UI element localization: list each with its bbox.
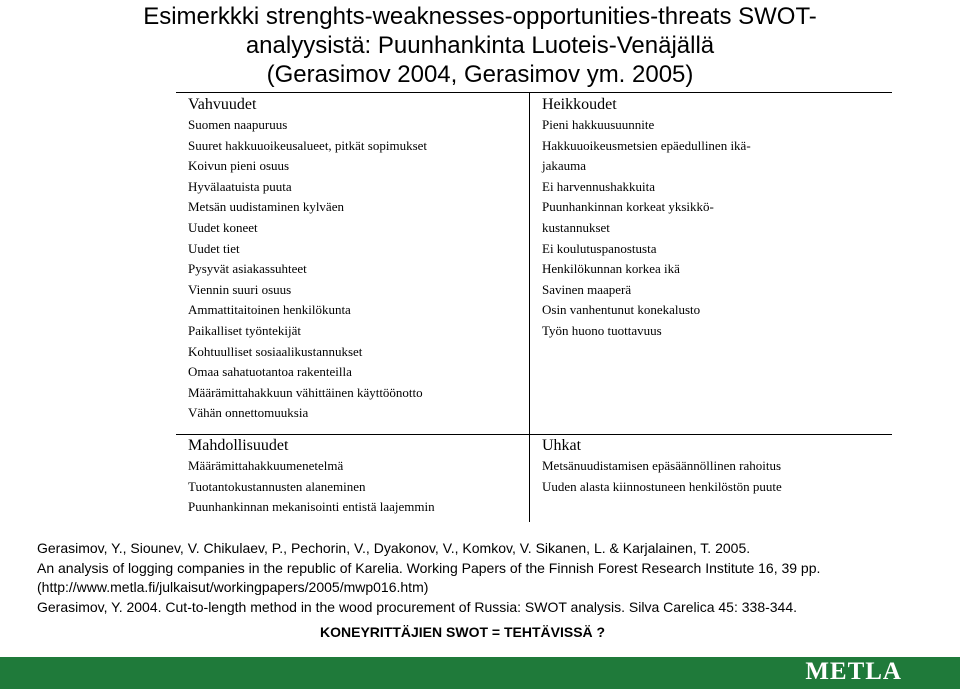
title-line-2: analyysistä: Puunhankinta Luoteis-Venäjällä [245,32,715,59]
swot-list-item: Paikalliset työntekijät [188,322,302,338]
swot-list-item: Puunhankinnan korkeat yksikkö- [542,199,714,215]
swot-list-item: Henkilökunnan korkea ikä [542,261,680,277]
swot-list-item: Uudet tiet [188,240,240,256]
swot-list-item: Määrämittahakkuun vähittäinen käyttöönotto [188,384,423,400]
swot-list-item: Kohtuulliset sosiaalikustannukset [188,343,363,359]
swot-list-item: Puunhankinnan mekanisointi entistä laajemmin [188,499,435,515]
opportunities-list [188,456,435,518]
swot-list-item: jakauma [542,158,587,174]
swot-list-item: Ei harvennushakkuita [542,178,655,194]
swot-list-item: Uudet koneet [188,219,258,235]
swot-list-item: Hyvälaatuista puuta [188,178,292,194]
swot-list-item: Uuden alasta kiinnostuneen henkilöstön puute [542,478,782,494]
weaknesses-list [542,115,751,342]
swot-vertical-divider [529,93,530,522]
swot-list-item: Työn huono tuottavuus [542,322,662,338]
swot-list-item: Metsänuudistamisen epäsäännöllinen rahoitus [542,458,782,473]
reference-line: Gerasimov, Y. 2004. Cut-to-length method in the wood procurement of Russia: SWOT analysis. Silva Carelica 45: 338-344. [37,598,798,615]
swot-list-item: Ei koulutuspanostusta [542,240,657,256]
swot-list-item: kustannukset [542,219,610,235]
reference-line: An analysis of logging companies in the republic of Karelia. Working Papers of the Finnish Forest Research Institute 16, 39 pp. [37,559,821,576]
swot-list-item: Suomen naapuruus [188,117,288,132]
threats-list [542,456,782,497]
swot-list-item: Ammattitaitoinen henkilökunta [188,302,351,318]
strengths-heading: Vahvuudet [188,96,257,113]
swot-list-item: Hakkuuoikeusmetsien epäedullinen ikä- [542,137,751,153]
reference-line: (http://www.metla.fi/julkaisut/workingpapers/2005/mwp016.htm) [37,579,429,595]
question-text: KONEYRITTÄJIEN SWOT = TEHTÄVISSÄ ? [320,624,606,640]
swot-table [176,92,892,522]
swot-list-item: Osin vanhentunut konekalusto [542,302,701,318]
swot-list-item: Pieni hakkuusuunnite [542,117,655,132]
footer-bar [0,657,960,689]
swot-list-item: Tuotantokustannusten alaneminen [188,478,366,494]
metla-logo: METLA [805,658,902,685]
weaknesses-quadrant [542,94,751,342]
swot-list-item: Koivun pieni osuus [188,158,290,174]
swot-list-item: Viennin suuri osuus [188,281,292,297]
opportunities-quadrant [188,435,435,518]
weaknesses-heading: Heikkoudet [542,96,617,113]
references [37,539,937,617]
title-line-1: Esimerkkki strenghts-weaknesses-opportunities-threats SWOT- [143,3,817,30]
swot-list-item: Pysyvät asiakassuhteet [188,261,307,277]
swot-list-item: Metsän uudistaminen kylväen [188,199,344,215]
swot-list-item: Suuret hakkuuoikeusalueet, pitkät sopimukset [188,137,428,153]
strengths-quadrant [188,94,427,424]
threats-quadrant [542,435,782,497]
opportunities-heading: Mahdollisuudet [188,437,289,454]
swot-list-item: Omaa sahatuotantoa rakenteilla [188,364,352,380]
swot-list-item: Vähän onnettomuuksia [188,405,309,421]
title-line-3: (Gerasimov 2004, Gerasimov ym. 2005) [266,61,694,88]
threats-heading: Uhkat [542,437,582,454]
strengths-list [188,115,427,424]
slide-title [40,2,920,89]
swot-list-item: Savinen maaperä [542,281,632,297]
reference-line: Gerasimov, Y., Siounev, V. Chikulaev, P., Pechorin, V., Dyakonov, V., Komkov, V. Sikanen, L. & Karjalainen, T. 2005. [37,540,751,556]
swot-list-item: Määrämittahakkuumenetelmä [188,458,344,473]
